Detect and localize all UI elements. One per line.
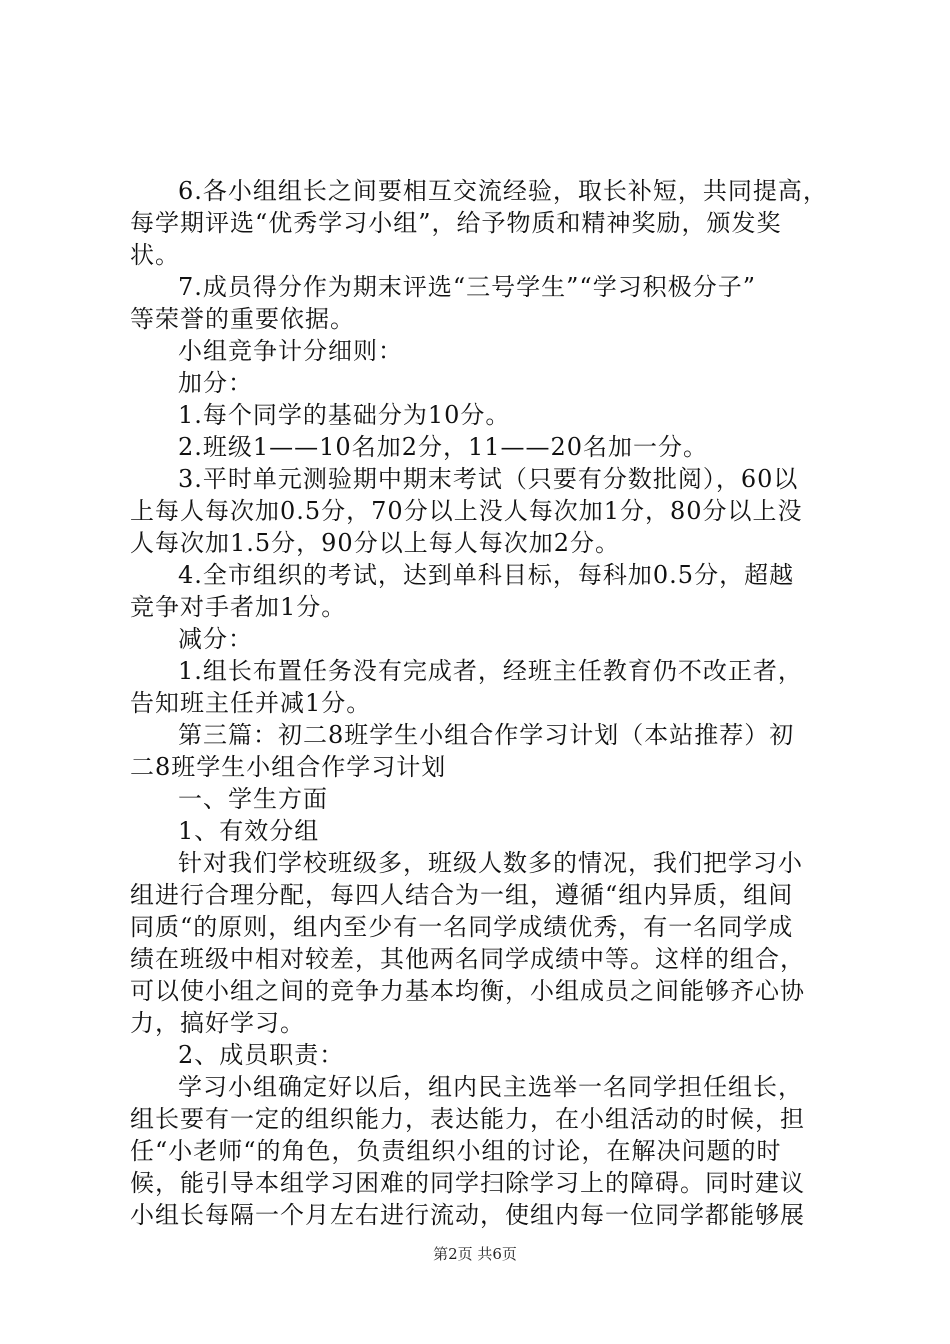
text-line: 1.组长布置任务没有完成者，经班主任教育仍不改正者， <box>178 657 803 685</box>
text-line: 加分： <box>178 369 253 397</box>
text-line: 一、学生方面 <box>178 785 328 813</box>
text-line: 等荣誉的重要依据。 <box>130 305 355 333</box>
text-line: 3.平时单元测验期中期末考试（只要有分数批阅），60以 <box>178 465 799 493</box>
text-line: 2、成员职责： <box>178 1041 345 1069</box>
text-line: 小组长每隔一个月左右进行流动，使组内每一位同学都能够展 <box>130 1201 805 1229</box>
text-line: 学习小组确定好以后，组内民主选举一名同学担任组长， <box>178 1073 803 1101</box>
text-line: 针对我们学校班级多，班级人数多的情况，我们把学习小 <box>178 849 803 877</box>
text-line: 力，搞好学习。 <box>130 1009 305 1037</box>
text-line: 4.全市组织的考试，达到单科目标，每科加0.5分，超越 <box>178 561 795 589</box>
text-line: 1、有效分组 <box>178 817 320 845</box>
text-line: 候，能引导本组学习困难的同学扫除学习上的障碍。同时建议 <box>130 1169 805 1197</box>
page-footer: 第2页 共6页 <box>433 1245 517 1263</box>
text-line: 二8班学生小组合作学习计划 <box>130 753 447 781</box>
text-line: 状。 <box>130 241 180 269</box>
text-line: 可以使小组之间的竞争力基本均衡，小组成员之间能够齐心协 <box>130 977 805 1005</box>
text-line: 竞争对手者加1分。 <box>130 593 347 621</box>
text-line: 上每人每次加0.5分，70分以上没人每次加1分，80分以上没 <box>130 497 803 525</box>
text-line: 告知班主任并减1分。 <box>130 689 372 717</box>
text-line: 每学期评选“优秀学习小组”，给予物质和精神奖励，颁发奖 <box>130 209 782 237</box>
text-line: 同质“的原则，组内至少有一名同学成绩优秀，有一名同学成 <box>130 913 794 941</box>
text-line: 2.班级1——10名加2分，11——20名加一分。 <box>178 433 709 461</box>
document-body <box>130 175 830 1231</box>
text-line: 组长要有一定的组织能力，表达能力，在小组活动的时候，担 <box>130 1105 805 1133</box>
text-line: 人每次加1.5分，90分以上每人每次加2分。 <box>130 529 620 557</box>
text-line: 绩在班级中相对较差，其他两名同学成绩中等。这样的组合， <box>130 945 805 973</box>
text-line: 组进行合理分配，每四人结合为一组，遵循“组内异质，组间 <box>130 881 794 909</box>
text-line: 7.成员得分作为期末评选“三号学生”“学习积极分子” <box>178 273 756 301</box>
text-line: 减分： <box>178 625 253 653</box>
text-line: 1.每个同学的基础分为10分。 <box>178 401 511 429</box>
text-line: 小组竞争计分细则： <box>178 337 403 365</box>
text-line: 6.各小组组长之间要相互交流经验，取长补短，共同提高， <box>178 177 828 205</box>
text-line: 任“小老师“的角色，负责组织小组的讨论，在解决问题的时 <box>130 1137 782 1165</box>
text-line: 第三篇：初二8班学生小组合作学习计划（本站推荐）初 <box>178 721 795 749</box>
